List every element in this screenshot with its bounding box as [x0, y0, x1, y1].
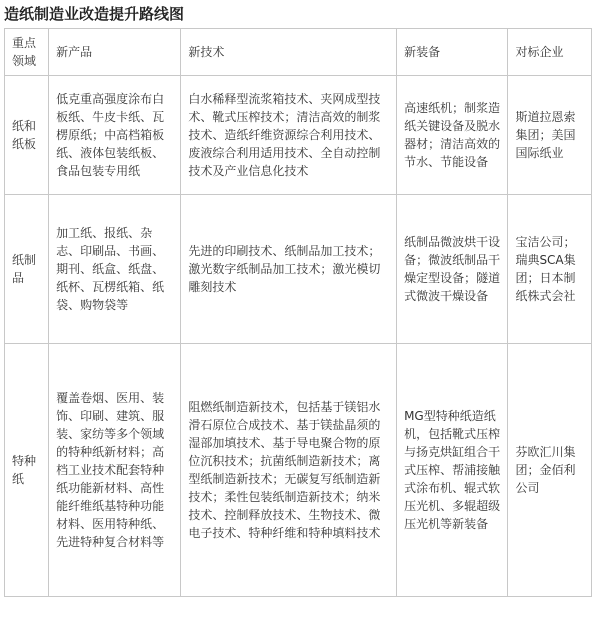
- cell-benchmark: 芬欧汇川集团；金佰利公司: [508, 344, 592, 597]
- table-header-row: [5, 29, 592, 76]
- cell-equipment: 高速纸机；制浆造纸关键设备及脱水器材；清洁高效的节水、节能设备: [397, 76, 508, 195]
- cell-benchmark: 斯道拉恩索集团；美国国际纸业: [508, 76, 592, 195]
- table-row: [5, 195, 592, 344]
- header-area: 重点领域: [5, 29, 49, 76]
- cell-equipment: MG型特种纸造纸机，包括靴式压榨与扬克烘缸组合干式压榨、帮浦接触式涂布机、辊式软压光机、多辊超级压光机等新装备: [397, 344, 508, 597]
- cell-product: 覆盖卷烟、医用、装饰、印刷、建筑、服装、家纺等多个领域的特种纸新材料；高档工业技术配套特种纸功能新材料、高性能纤维纸基特种功能材料、医用特种纸、先进特种复合材料等: [49, 344, 181, 597]
- table-row: [5, 344, 592, 597]
- roadmap-table: [4, 28, 592, 597]
- cell-benchmark: 宝洁公司；瑞典SCA集团；日本制纸株式会社: [508, 195, 592, 344]
- cell-area: 纸和纸板: [5, 76, 49, 195]
- table-row: [5, 76, 592, 195]
- header-benchmark: 对标企业: [508, 29, 592, 76]
- header-tech: 新技术: [181, 29, 397, 76]
- cell-product: 低克重高强度涂布白板纸、牛皮卡纸、瓦楞原纸；中高档箱板纸、液体包装纸板、食品包装专用纸: [49, 76, 181, 195]
- cell-tech: 白水稀释型流浆箱技术、夹网成型技术、靴式压榨技术；清洁高效的制浆技术、造纸纤维资源综合利用技术、废液综合利用适用技术、全自动控制技术及产业信息化技术: [181, 76, 397, 195]
- page-title: 造纸制造业改造提升路线图: [4, 5, 185, 23]
- cell-equipment: 纸制品微波烘干设备；微波纸制品干燥定型设备；隧道式微波干燥设备: [397, 195, 508, 344]
- cell-area: 纸制品: [5, 195, 49, 344]
- header-product: 新产品: [49, 29, 181, 76]
- header-equipment: 新装备: [397, 29, 508, 76]
- cell-product: 加工纸、报纸、杂志、印刷品、书画、期刊、纸盒、纸盘、纸杯、瓦楞纸箱、纸袋、购物袋等: [49, 195, 181, 344]
- cell-area: 特种纸: [5, 344, 49, 597]
- cell-tech: 阻燃纸制造新技术，包括基于镁铝水滑石原位合成技术、基于镁盐晶须的湿部加填技术、基于导电聚合物的原位沉积技术；抗菌纸制造新技术；离型纸制造新技术；无碳复写纸制造新技术；柔性包装纸制造新技术；纳米技术、控制释放技术、生物技术、微电子技术、特种纤维和特种填料技术: [181, 344, 397, 597]
- cell-tech: 先进的印刷技术、纸制品加工技术；激光数字纸制品加工技术；激光模切雕刻技术: [181, 195, 397, 344]
